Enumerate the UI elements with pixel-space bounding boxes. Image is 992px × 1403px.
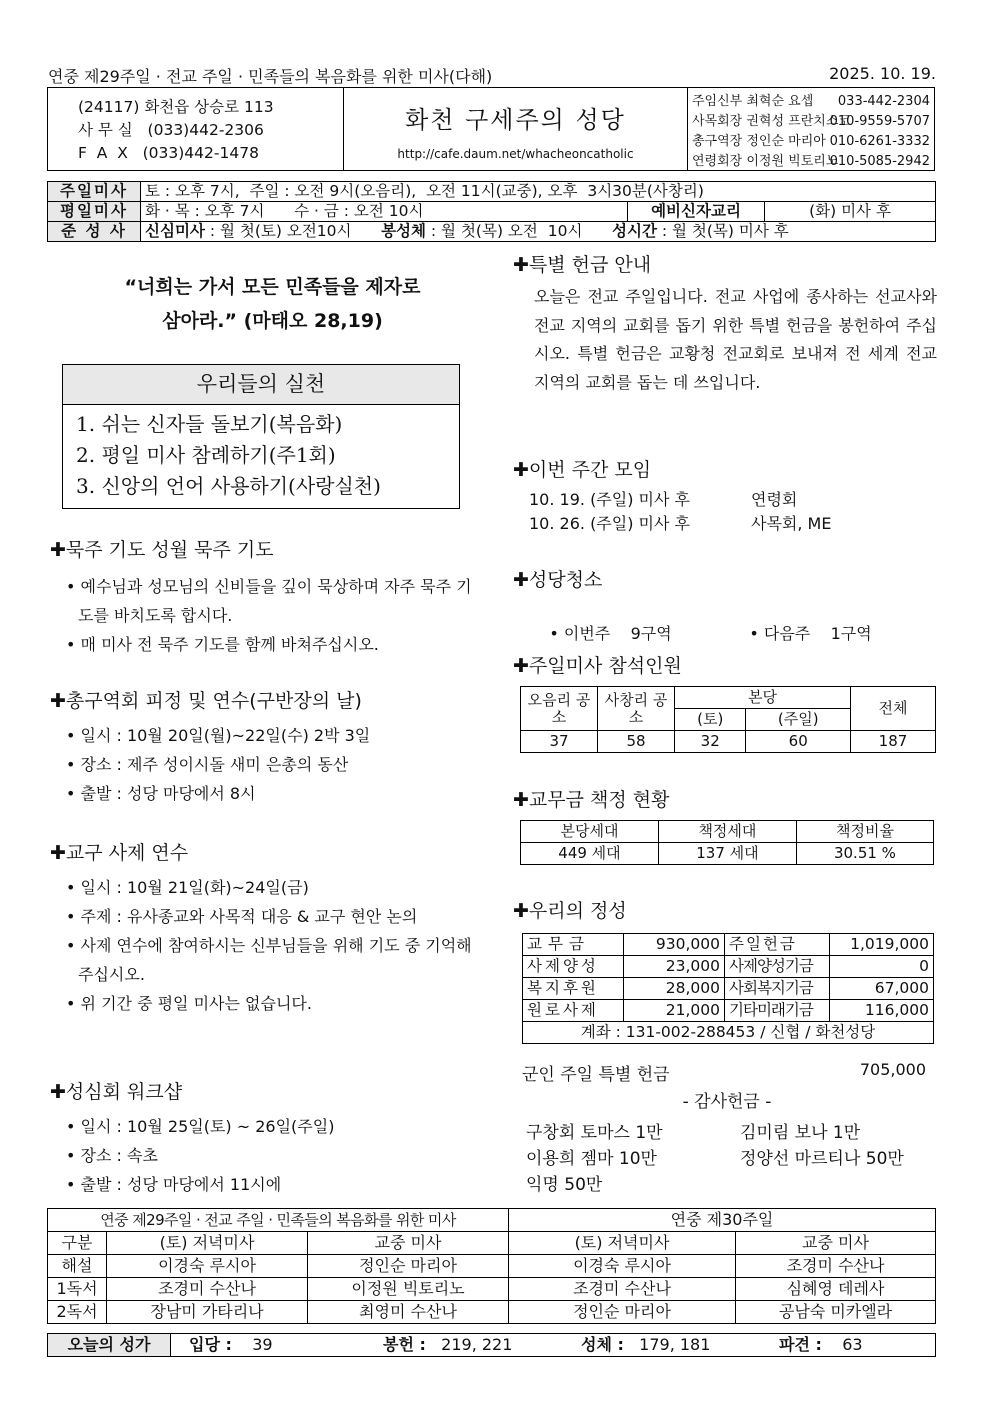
dues-section <box>513 785 937 812</box>
dues-header: 책정비율 <box>796 821 933 843</box>
military-offering-value: 705,000 <box>859 1060 926 1079</box>
staff-role: 사목회장 권혁성 프란치스코 <box>692 114 851 129</box>
role-person: 공남숙 미카엘라 <box>736 1301 936 1324</box>
this-week-heading: 연중 제29주일 · 전교 주일 · 민족들의 복음화를 위한 미사 <box>48 1209 509 1232</box>
hymn-offertory <box>379 1334 577 1357</box>
scripture-quote <box>75 270 470 338</box>
workshop-item: • 출발 : 성당 마당에서 11시에 <box>66 1175 282 1194</box>
offering-value: 28,000 <box>624 978 725 1000</box>
weekly-meetings-section <box>513 455 937 536</box>
thanks-donor: 정양선 마르티나 50만 <box>740 1149 904 1169</box>
weekly-meetings-title-text: 이번 주간 모임 <box>528 459 652 481</box>
hymn-dismissal-number: 63 <box>842 1335 863 1354</box>
special-offering-text: 오늘은 전교 주일입니다. 전교 사업에 종사하는 선교사와 전교 지역의 교회를 돕기 위한 특별 헌금을 봉헌하여 주십시오. 특별 헌금은 교황청 전교회로 보내져 전 세계 전교 지역의 교회를 돕는 데 쓰입니다. <box>534 287 937 392</box>
holy-hour-label: 성시간 <box>612 222 657 240</box>
thanks-donor: 익명 50만 <box>526 1175 603 1195</box>
hymn-offertory-label: 봉헌 : <box>383 1335 426 1354</box>
sunday-mass-times: 토 : 오후 7시, 주일 : 오전 9시(오음리), 오전 11시(교중), 오후 3시30분(사창리) <box>141 182 936 202</box>
district-retreat-section <box>50 686 480 808</box>
cross-icon: ✚ <box>513 569 529 591</box>
cross-icon: ✚ <box>513 789 529 811</box>
fax-number: F A X (033)442-1478 <box>78 144 259 162</box>
church-contact-info <box>48 88 344 170</box>
offering-title-text: 우리의 정성 <box>528 900 627 922</box>
offering-value: 23,000 <box>624 956 725 978</box>
sunday-mass-row <box>48 182 936 202</box>
offering-value: 0 <box>830 956 934 978</box>
liturgy-roles-table <box>47 1208 936 1324</box>
mass-schedule-table <box>47 181 936 242</box>
practice-box <box>62 364 460 509</box>
attendance-title <box>513 651 937 678</box>
cleaning-section <box>513 565 937 663</box>
attendance-title-text: 주일미사 참석인원 <box>528 655 682 677</box>
table-row <box>48 1301 936 1324</box>
attendance-value: 187 <box>851 731 936 753</box>
role-person: 조경미 수산나 <box>509 1278 736 1301</box>
hymn-dismissal <box>775 1334 936 1357</box>
attendance-header: 사창리 공소 <box>598 687 675 731</box>
meeting-what: 사목회, ME <box>751 514 832 533</box>
practice-item: 1. 쉬는 신자들 돌보기(복음화) <box>76 412 343 436</box>
cross-icon: ✚ <box>50 690 66 712</box>
church-name: 화천 구세주의 성당 <box>405 106 626 134</box>
offering-table <box>522 933 934 1044</box>
rosary-item: • 예수님과 성모님의 신비들을 깊이 묵상하며 자주 묵주 기도를 바치도록 합시다. <box>66 577 472 625</box>
offering-row <box>523 956 934 978</box>
church-title-block <box>344 88 688 170</box>
hymn-entrance-number: 39 <box>252 1335 273 1354</box>
staff-phone: 010-9559-5707 <box>829 114 930 129</box>
catechism-time: (화) 미사 후 <box>765 202 936 222</box>
offering-row <box>523 978 934 1000</box>
practice-item: 3. 신앙의 언어 사용하기(사랑실천) <box>76 474 381 498</box>
attendance-value: 60 <box>746 731 851 753</box>
staff-contacts <box>688 88 936 170</box>
practice-list <box>63 405 459 508</box>
workshop-title-text: 성심회 워크샵 <box>65 1081 183 1103</box>
sacrament-label: 준 성 사 <box>48 222 141 242</box>
cleaning-next-week: • 다음주 1구역 <box>749 624 872 643</box>
staff-phone: 033-442-2304 <box>837 94 930 109</box>
hymn-communion-label: 성체 : <box>581 1335 624 1354</box>
offering-value: 1,019,000 <box>830 934 934 956</box>
workshop-item: • 장소 : 속초 <box>66 1146 158 1165</box>
communion-visit-time: : 월 첫(목) 오전 10시 <box>425 222 583 240</box>
hymn-dismissal-label: 파견 : <box>779 1335 822 1354</box>
thanks-offering-list <box>526 1120 936 1198</box>
role-person: 정인순 마리아 <box>308 1255 509 1278</box>
offering-label: 교무금 <box>523 934 624 956</box>
church-address: (24117) 화천읍 상승로 113 <box>78 98 274 116</box>
district-retreat-title-text: 총구역회 피정 및 연수(구반장의 날) <box>65 690 362 712</box>
rosary-item: • 매 미사 전 묵주 기도를 함께 바쳐주십시오. <box>66 635 379 654</box>
district-retreat-item: • 출발 : 성당 마당에서 8시 <box>66 784 256 803</box>
staff-contact-row <box>692 152 936 172</box>
dues-header: 본당세대 <box>521 821 659 843</box>
roles-col-header: 구분 <box>48 1232 107 1255</box>
bulletin-date: 2025. 10. 19. <box>829 64 936 83</box>
rosary-title <box>50 535 480 562</box>
hymn-entrance <box>171 1334 380 1357</box>
dues-header: 책정세대 <box>658 821 796 843</box>
devotion-mass-label: 신심미사 <box>145 222 205 240</box>
weekday-mass-label: 평일미사 <box>48 202 141 222</box>
special-offering-title-text: 특별 헌금 안내 <box>528 254 652 276</box>
sacrament-times <box>141 222 936 242</box>
workshop-item: • 일시 : 10월 25일(토) ~ 26일(주일) <box>66 1117 335 1136</box>
practice-item: 2. 평일 미사 참례하기(주1회) <box>76 443 336 467</box>
hymn-communion-number: 179, 181 <box>639 1335 711 1354</box>
liturgy-title: 연중 제29주일 · 전교 주일 · 민족들의 복음화를 위한 미사(다해) <box>48 67 493 86</box>
role-person: 심혜영 데레사 <box>736 1278 936 1301</box>
role-person: 이경숙 루시아 <box>509 1255 736 1278</box>
attendance-section <box>513 651 937 678</box>
offering-label: 원로사제 <box>523 1000 624 1022</box>
staff-contact-row <box>692 112 936 132</box>
offering-value: 21,000 <box>624 1000 725 1022</box>
district-retreat-title <box>50 686 480 713</box>
meeting-when: 10. 19. (주일) 미사 후 <box>529 490 690 509</box>
attendance-value: 32 <box>675 731 746 753</box>
military-offering-label: 군인 주일 특별 헌금 <box>522 1065 670 1085</box>
cross-icon: ✚ <box>513 900 529 922</box>
thanks-donor: 이용희 젬마 10만 <box>526 1149 657 1169</box>
offering-label: 주일헌금 <box>725 934 830 956</box>
dues-title <box>513 785 937 812</box>
role-person: 장남미 가타리나 <box>107 1301 308 1324</box>
staff-role: 총구역장 정인순 마리아 <box>692 134 826 149</box>
thanks-donor: 구창회 토마스 1만 <box>526 1123 663 1143</box>
weekday-mass-row <box>48 202 936 222</box>
workshop-title <box>50 1077 480 1104</box>
offering-label: 사제양성기금 <box>725 956 830 978</box>
weekly-meetings-title <box>513 455 937 482</box>
offering-value: 116,000 <box>830 1000 934 1022</box>
role-name: 2독서 <box>48 1301 107 1324</box>
staff-phone: 010-5085-2942 <box>829 154 930 169</box>
attendance-subheader: (토) <box>675 709 746 731</box>
communion-visit-label: 봉성체 <box>381 222 426 240</box>
cross-icon: ✚ <box>513 655 529 677</box>
priest-training-title-text: 교구 사제 연수 <box>65 842 189 864</box>
thanks-offering-title: - 감사헌금 - <box>682 1092 772 1112</box>
role-name: 해설 <box>48 1255 107 1278</box>
cross-icon: ✚ <box>513 254 529 276</box>
weekday-mass-times: 화 · 목 : 오후 7시 수 · 금 : 오전 10시 <box>141 202 628 222</box>
offering-label: 복지후원 <box>523 978 624 1000</box>
offering-label: 사회복지기금 <box>725 978 830 1000</box>
table-row <box>48 1255 936 1278</box>
workshop-section <box>50 1077 480 1199</box>
attendance-table <box>520 686 936 753</box>
role-person: 조경미 수산나 <box>107 1278 308 1301</box>
office-phone: 사 무 실 (033)442-2306 <box>78 121 264 139</box>
role-person: 정인순 마리아 <box>509 1301 736 1324</box>
catechism-label: 예비신자교리 <box>628 202 765 222</box>
offering-title <box>513 896 937 923</box>
dues-value: 449 세대 <box>521 843 659 865</box>
role-person: 최영미 수산나 <box>308 1301 509 1324</box>
sunday-mass-label: 주일미사 <box>48 182 141 202</box>
offering-label: 사제양성 <box>523 956 624 978</box>
role-name: 1독서 <box>48 1278 107 1301</box>
hymn-offertory-number: 219, 221 <box>441 1335 513 1354</box>
rosary-section <box>50 535 480 659</box>
meeting-item <box>529 512 937 536</box>
cleaning-this-week: • 이번주 9구역 <box>549 624 672 643</box>
cross-icon: ✚ <box>513 459 529 481</box>
staff-contact-row <box>692 132 936 152</box>
roles-col-header: (토) 저녁미사 <box>107 1232 308 1255</box>
offering-value: 67,000 <box>830 978 934 1000</box>
holy-hour-time: : 월 첫(목) 미사 후 <box>656 222 789 240</box>
cleaning-title <box>513 565 937 592</box>
sacrament-row <box>48 222 936 242</box>
offering-value: 930,000 <box>624 934 725 956</box>
roles-col-header: 교중 미사 <box>308 1232 509 1255</box>
attendance-subheader: (주일) <box>746 709 851 731</box>
priest-training-title <box>50 838 480 865</box>
cross-icon: ✚ <box>50 842 66 864</box>
priest-training-item: • 위 기간 중 평일 미사는 없습니다. <box>66 994 312 1013</box>
header-box <box>47 87 935 171</box>
special-offering-section <box>513 250 937 397</box>
offering-section <box>513 896 937 923</box>
priest-training-section <box>50 838 480 1018</box>
staff-contact-row <box>692 92 936 112</box>
meeting-item <box>529 488 937 512</box>
military-offering <box>522 1060 932 1085</box>
dues-table <box>520 820 934 865</box>
thanks-donor: 김미림 보나 1만 <box>740 1123 861 1143</box>
staff-role: 주임신부 최혁순 요셉 <box>692 94 814 109</box>
devotion-mass-time: : 월 첫(토) 오전10시 <box>204 222 352 240</box>
offering-row <box>523 934 934 956</box>
attendance-value: 37 <box>521 731 598 753</box>
church-url[interactable]: http://cafe.daum.net/whacheoncatholic <box>397 147 634 161</box>
role-person: 이경숙 루시아 <box>107 1255 308 1278</box>
cross-icon: ✚ <box>50 1081 66 1103</box>
roles-col-header: (토) 저녁미사 <box>509 1232 736 1255</box>
dues-value: 30.51 % <box>796 843 933 865</box>
roles-col-header: 교중 미사 <box>736 1232 936 1255</box>
priest-training-item: • 사제 연수에 참여하시는 신부님들을 위해 기도 중 기억해 주십시오. <box>66 936 472 984</box>
attendance-header: 오음리 공소 <box>521 687 598 731</box>
priest-training-item: • 일시 : 10월 21일(화)~24일(금) <box>66 878 309 897</box>
bank-account: 계좌 : 131-002-288453 / 신협 / 화천성당 <box>523 1022 934 1044</box>
hymn-communion <box>577 1334 775 1357</box>
meeting-what: 연령회 <box>751 490 798 509</box>
attendance-value: 58 <box>598 731 675 753</box>
attendance-header: 본당 <box>675 687 851 709</box>
attendance-header: 전체 <box>851 687 936 731</box>
dues-value: 137 세대 <box>658 843 796 865</box>
practice-title: 우리들의 실천 <box>63 365 459 405</box>
staff-phone: 010-6261-3332 <box>829 134 930 149</box>
district-retreat-item: • 일시 : 10월 20일(월)~22일(수) 2박 3일 <box>66 726 371 745</box>
next-week-heading: 연중 제30주일 <box>509 1209 936 1232</box>
district-retreat-item: • 장소 : 제주 성이시돌 새미 은총의 동산 <box>66 755 349 774</box>
priest-training-item: • 주제 : 유사종교와 사목적 대응 & 교구 현안 논의 <box>66 907 418 926</box>
quote-line-1: “너희는 가서 모든 민족들을 제자로 <box>124 276 421 298</box>
staff-role: 연령회장 이정원 빅토리노 <box>692 154 839 169</box>
special-offering-title <box>513 250 937 277</box>
meeting-when: 10. 26. (주일) 미사 후 <box>529 514 690 533</box>
offering-row <box>523 1000 934 1022</box>
hymn-entrance-label: 입당 : <box>189 1335 232 1354</box>
role-person: 조경미 수산나 <box>736 1255 936 1278</box>
role-person: 이정원 빅토리노 <box>308 1278 509 1301</box>
quote-line-2: 삼아라.” (마태오 28,19) <box>162 310 383 332</box>
hymns-table <box>47 1333 936 1357</box>
bulletin-top-line <box>48 64 936 87</box>
cleaning-title-text: 성당청소 <box>528 569 603 591</box>
hymns-label: 오늘의 성가 <box>48 1334 171 1357</box>
cross-icon: ✚ <box>50 539 66 561</box>
table-row <box>48 1278 936 1301</box>
offering-label: 기타미래기금 <box>725 1000 830 1022</box>
rosary-title-text: 묵주 기도 성월 묵주 기도 <box>65 539 274 561</box>
dues-title-text: 교무금 책정 현황 <box>528 789 670 811</box>
